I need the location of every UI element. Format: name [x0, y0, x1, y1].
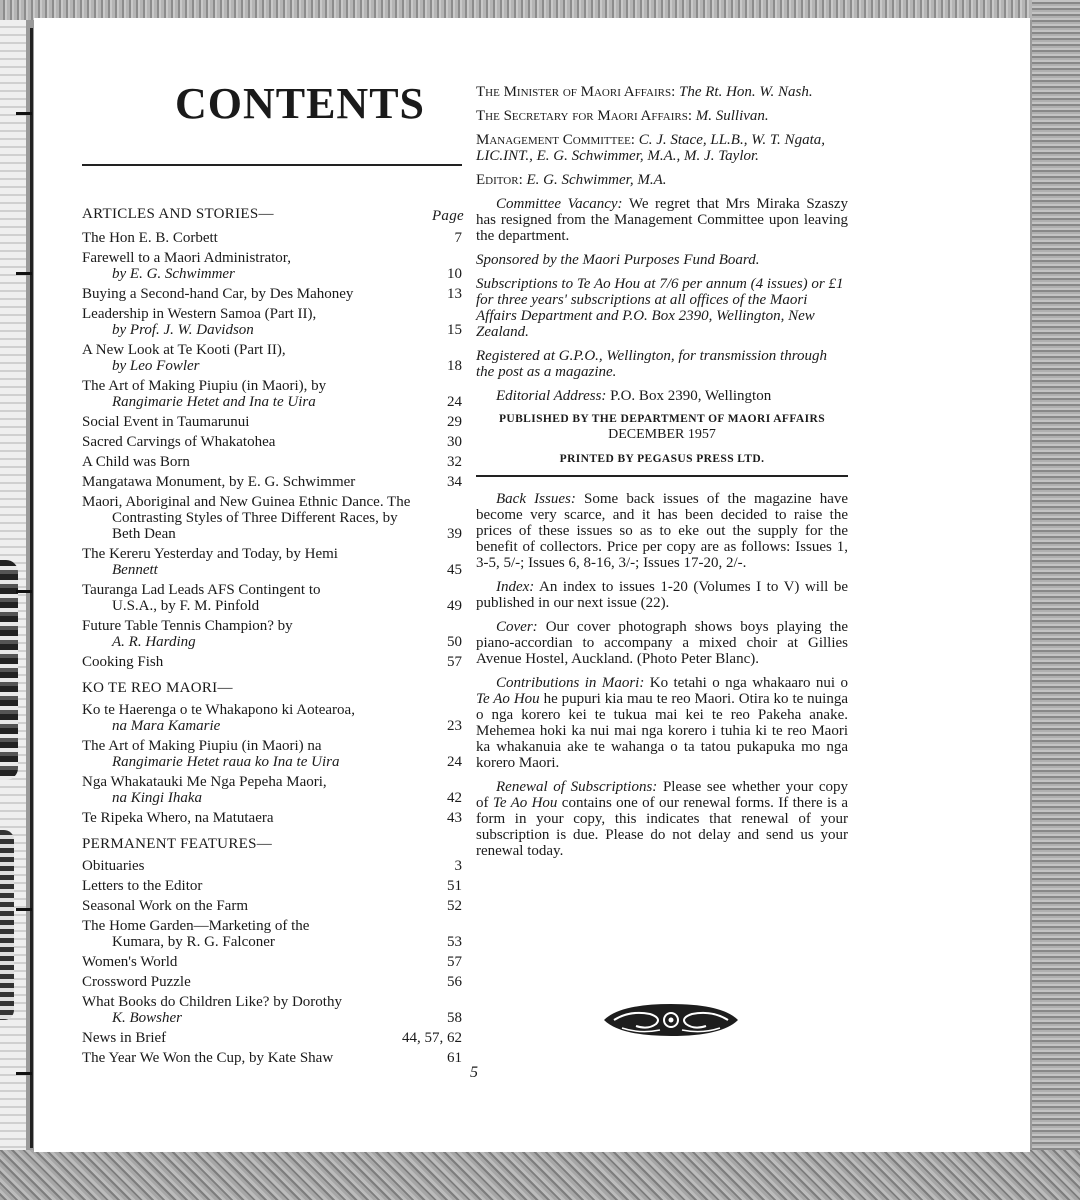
toc-entry[interactable]: The Hon E. B. Corbett 7 — [82, 230, 462, 246]
articles-heading — [82, 204, 462, 224]
binding-staple-mark — [16, 590, 32, 593]
publisher-line: PUBLISHED BY THE DEPARTMENT OF MAORI AFFAIRS — [498, 413, 826, 425]
toc-entry[interactable]: Maori, Aboriginal and New Guinea Ethnic Dance. The Contrasting Styles of Three Different Races, by Beth Dean 39 — [82, 494, 462, 542]
cover-pattern-fragment — [0, 560, 18, 780]
title-divider — [82, 164, 462, 166]
toc-entry[interactable]: Women's World 57 — [82, 954, 462, 970]
toc-entry[interactable]: Social Event in Taumarunui 29 — [82, 414, 462, 430]
binding-staple-mark — [16, 1072, 32, 1075]
binding-staple-mark — [16, 272, 32, 275]
toc-entry[interactable]: Crossword Puzzle 56 — [82, 974, 462, 990]
toc-entry[interactable]: Buying a Second-hand Car, by Des Mahoney 13 — [82, 286, 462, 302]
binding-spine — [30, 28, 33, 1148]
renewal-notice: Renewal of Subscriptions: Please see whether your copy of Te Ao Hou contains one of our renewal forms. If there is a form in your copy, this indicates that renewal of your subscription is due. Please do not delay and send us your renewal today. — [476, 779, 849, 859]
committee-vacancy: Committee Vacancy: We regret that Mrs Miraka Szaszy has resigned from the Management Committee upon leaving the department. — [476, 196, 848, 244]
binding-staple-mark — [16, 112, 32, 115]
editor-line: Editor: E. G. Schwimmer, M.A. — [476, 172, 667, 188]
sponsor-line: Sponsored by the Maori Purposes Fund Board. — [476, 252, 760, 268]
toc-entry[interactable]: Nga Whakatauki Me Nga Pepeha Maori, na Kingi Ihaka 42 — [82, 774, 462, 806]
toc-entry[interactable]: Letters to the Editor 51 — [82, 878, 462, 894]
contributions-notice: Contributions in Maori: Ko tetahi o nga whakaaro nui o Te Ao Hou he pupuri kia mau te reo Maori. Otira ko te nuinga o nga korero kei te tukua mai kei te reo Pakeha anake. Mehemea hoki ka nui mai nga korero i tuhia ki te reo Maori ka whakanuia ake te wahanga o ta tatou pukapuka mo nga korero Maori. — [476, 675, 849, 771]
registered-line: Registered at G.P.O., Wellington, for transmission through the post as a magazine. — [476, 348, 827, 380]
toc-entry[interactable]: Leadership in Western Samoa (Part II), by Prof. J. W. Davidson 15 — [82, 306, 462, 338]
toc-entry[interactable]: The Year We Won the Cup, by Kate Shaw 61 — [82, 1050, 462, 1066]
editorial-address: Editorial Address: P.O. Box 2390, Wellington — [496, 388, 772, 404]
toc-entry[interactable]: Seasonal Work on the Farm 52 — [82, 898, 462, 914]
scan-edge-right — [1032, 0, 1080, 1200]
page-title: CONTENTS — [174, 79, 426, 128]
permanent-features-heading: PERMANENT FEATURES— — [82, 836, 273, 852]
maori-carving-emblem-icon — [600, 1000, 742, 1040]
committee-line: Management Committee: C. J. Stace, LL.B., W. T. Ngata, LIC.INT., E. G. Schwimmer, M.A., M. J. Taylor. — [476, 132, 825, 164]
toc-entry[interactable]: Future Table Tennis Champion? by A. R. Harding 50 — [82, 618, 462, 650]
masthead-column — [476, 84, 848, 867]
toc-entry[interactable]: News in Brief 44, 57, 62 — [82, 1030, 462, 1046]
page-number: 5 — [470, 1064, 478, 1081]
page-column-label: Page — [431, 208, 464, 224]
scan-edge-bottom — [0, 1150, 1080, 1200]
articles-list — [82, 230, 462, 670]
toc-entry[interactable]: Obituaries 3 — [82, 858, 462, 874]
permanent-features-list — [82, 858, 462, 1066]
contents-column — [82, 80, 462, 1070]
toc-entry[interactable]: Farewell to a Maori Administrator, by E. G. Schwimmer 10 — [82, 250, 462, 282]
back-issues-notice: Back Issues: Some back issues of the magazine have become very scarce, and it has been decided to raise the prices of these issues so as to eke out the supply for the benefit of collectors. Price per copy are as follows: Issues 1, 3-5, 5/-; Issues 6, 8-16, 3/-; Issues 17-20, 2/-. — [476, 491, 849, 571]
toc-entry[interactable]: The Art of Making Piupiu (in Maori), by Rangimarie Hetet and Ina te Uira 24 — [82, 378, 462, 410]
maori-list — [82, 702, 462, 826]
secretary-line: The Secretary for Maori Affairs: M. Sullivan. — [476, 108, 769, 124]
toc-entry[interactable]: The Home Garden—Marketing of the Kumara, by R. G. Falconer 53 — [82, 918, 462, 950]
toc-entry[interactable]: A New Look at Te Kooti (Part II), by Leo Fowler 18 — [82, 342, 462, 374]
cover-notice: Cover: Our cover photograph shows boys playing the piano-accordian to accompany a mixed choir at Gillies Avenue Hostel, Auckland. (Photo Peter Blanc). — [476, 619, 848, 667]
toc-entry[interactable]: Te Ripeka Whero, na Matutaera 43 — [82, 810, 462, 826]
toc-entry[interactable]: Tauranga Lad Leads AFS Contingent to U.S.A., by F. M. Pinfold 49 — [82, 582, 462, 614]
scan-edge-top — [0, 0, 1080, 20]
cover-pattern-fragment-lower — [0, 830, 14, 1020]
toc-entry[interactable]: Sacred Carvings of Whakatohea 30 — [82, 434, 462, 450]
index-notice: Index: An index to issues 1-20 (Volumes I to V) will be published in our next issue (22). — [476, 579, 848, 611]
toc-entry[interactable]: What Books do Children Like? by Dorothy K. Bowsher 58 — [82, 994, 462, 1026]
subscriptions-line: Subscriptions to Te Ao Hou at 7/6 per annum (4 issues) or £1 for three years' subscriptions at all offices of the Maori Affairs Department and P.O. Box 2390, Wellington, New Zealand. — [476, 276, 844, 340]
articles-heading-text: ARTICLES AND STORIES— — [82, 206, 274, 222]
issue-date: DECEMBER 1957 — [608, 427, 716, 442]
printer-line: PRINTED BY PEGASUS PRESS LTD. — [559, 453, 765, 465]
toc-entry[interactable]: The Kereru Yesterday and Today, by Hemi Bennett 45 — [82, 546, 462, 578]
toc-entry[interactable]: Mangatawa Monument, by E. G. Schwimmer 34 — [82, 474, 462, 490]
toc-entry[interactable]: The Art of Making Piupiu (in Maori) na Rangimarie Hetet raua ko Ina te Uira 24 — [82, 738, 462, 770]
maori-section-heading: KO TE REO MAORI— — [82, 680, 233, 696]
toc-entry[interactable]: Ko te Haerenga o te Whakapono ki Aotearoa, na Mara Kamarie 23 — [82, 702, 462, 734]
binding-staple-mark — [16, 908, 32, 911]
masthead-divider — [476, 475, 848, 477]
toc-entry[interactable]: Cooking Fish 57 — [82, 654, 462, 670]
toc-entry[interactable]: A Child was Born 32 — [82, 454, 462, 470]
minister-line: The Minister of Maori Affairs: The Rt. Hon. W. Nash. — [476, 84, 813, 100]
